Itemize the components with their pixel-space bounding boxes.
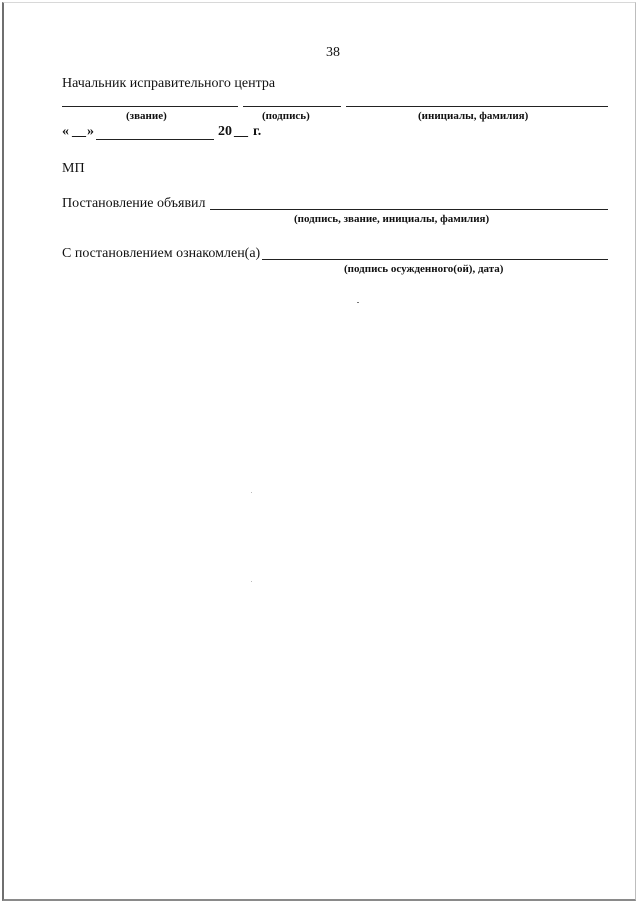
- rank-caption: (звание): [126, 110, 167, 122]
- date-day-blank: __: [72, 124, 86, 139]
- initials-surname-line: [346, 106, 608, 107]
- date-year-suffix: г.: [253, 124, 262, 139]
- scan-speck: [357, 302, 359, 303]
- initials-surname-caption: (инициалы, фамилия): [418, 110, 529, 122]
- announced-caption: (подпись, звание, инициалы, фамилия): [294, 213, 490, 225]
- acquainted-line: [262, 259, 608, 260]
- scan-speck: [251, 581, 252, 582]
- acquainted-label: С постановлением ознакомлен(а): [62, 246, 261, 261]
- date-month-line: [96, 139, 214, 140]
- head-title: Начальник исправительного центра: [62, 76, 276, 91]
- date-close-quote: »: [87, 124, 94, 139]
- date-year-blank: __: [234, 124, 248, 139]
- document-page: [2, 2, 636, 901]
- rank-line: [62, 106, 238, 107]
- announced-label: Постановление объявил: [62, 196, 206, 211]
- date-year-prefix: 20: [218, 124, 232, 139]
- signature-line: [243, 106, 341, 107]
- acquainted-caption: (подпись осужденного(ой), дата): [344, 263, 504, 275]
- page-number: 38: [326, 45, 340, 60]
- date-open-quote: «: [62, 124, 69, 139]
- stamp-place: МП: [62, 161, 85, 176]
- announced-line: [210, 209, 608, 210]
- scan-speck: [251, 492, 252, 493]
- signature-caption: (подпись): [262, 110, 310, 122]
